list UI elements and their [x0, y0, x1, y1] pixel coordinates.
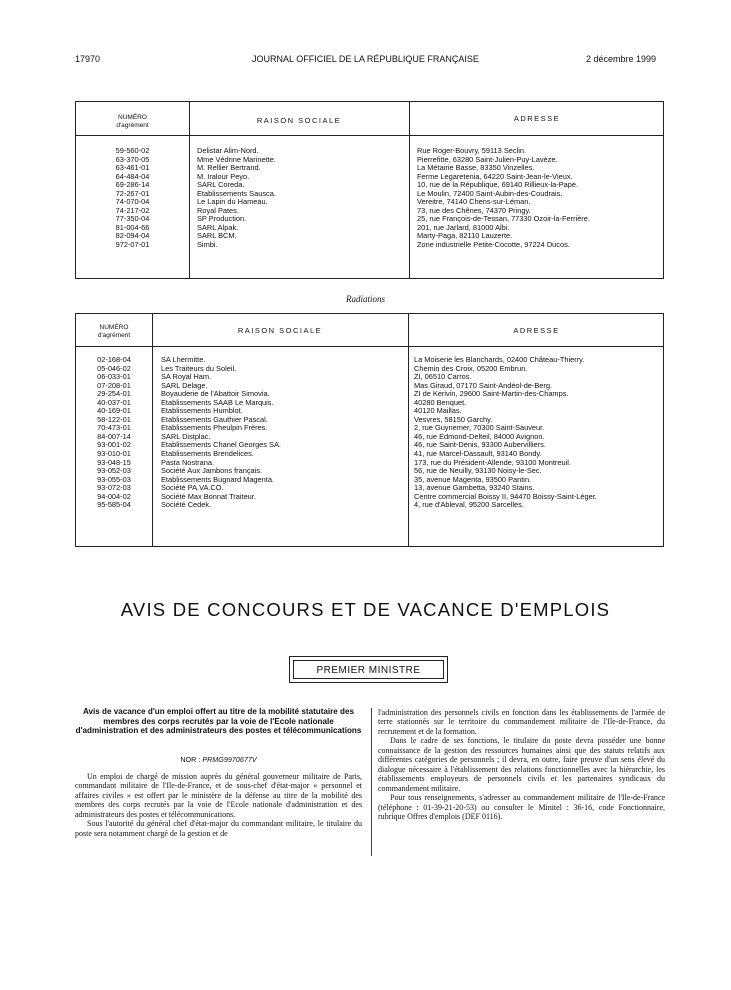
table-cell: SP Production.	[197, 214, 247, 224]
table-cell: 63-461-01	[115, 163, 150, 173]
header-adresse: ADRESSE	[513, 326, 560, 335]
table-cell: Etablissements SAAB Le Marquis.	[161, 397, 274, 407]
paragraph: Sous l'autorité du général chef d'état-major du commandant militaire, le titulaire du poste sera notamment chargé de la gestion et de	[75, 819, 362, 838]
table-cell: 95-585-04	[97, 500, 131, 510]
agrements-table	[75, 101, 664, 279]
table-cell: SARL Distplac.	[161, 431, 211, 441]
table-cell: 10, rue de la République, 69140 Rillieux-la-Pape.	[417, 180, 579, 190]
table-cell: SARL BCM.	[197, 231, 237, 241]
table-cell: Le Moulin, 72400 Saint-Aubin-des-Coudrais.	[417, 188, 563, 198]
table-cell: Société Max Bonnat Traiteur.	[161, 491, 256, 501]
header-num: NUMÉRO d'agrément	[116, 114, 149, 129]
table-cell: 41, rue Marcel-Dassault, 93140 Bondy.	[414, 449, 542, 459]
column-names	[197, 147, 276, 250]
table-cell: SARL Alpak.	[197, 222, 239, 232]
paragraph: Un emploi de chargé de mission auprès du général gouverneur militaire de Paris, commandant militaire de l'Ile-de-France, et de sous-chef d'état-major « personnel et affaires civiles » est offert par le ministère de la défense au titre de la mobilité des membres des corps recrutés par la voie de l'Ecole nationale d'administration et des administrateurs des postes et télécommunications.	[75, 772, 362, 819]
paragraph: Dans le cadre de ses fonctions, le titulaire du poste devra posséder une bonne connaissance de la gestion des ressources humaines ainsi que des statuts relatifs aux différentes catégories de personnels ; il devra, en outre, faire preuve d'un sens élevé du dialogue nécessaire à l'établissement des relations fonctionnelles avec la hiérarchie, les établissements employeurs de personnels civils et les partenaires syndicaux du commandement militaire.	[378, 736, 665, 793]
table-cell: 59-560-02	[115, 146, 150, 155]
table-cell: 63-370-05	[115, 154, 150, 164]
table-cell: 13, avenue Gambetta, 93240 Stains.	[414, 483, 535, 493]
table-cell: M. Iralour Peyo.	[197, 171, 250, 181]
column-names	[161, 356, 281, 510]
table-cell: 40-037-01	[97, 397, 131, 407]
table-cell: 46, rue Edmond-Delteil, 84000 Avignon.	[414, 431, 545, 441]
column-numbers	[76, 356, 152, 510]
table-cell: Vereitre, 74140 Chens-sur-Léman.	[417, 197, 531, 207]
column-divider	[371, 708, 372, 856]
table-cell: SA Lhermitte.	[161, 355, 206, 364]
journal-title: JOURNAL OFFICIEL DE LA RÉPUBLIQUE FRANÇAISE	[252, 54, 479, 64]
table-cell: 173, rue du Président-Allende, 93100 Montreuil.	[414, 457, 571, 467]
table-cell: 58-122-01	[97, 414, 131, 424]
column-addresses	[417, 147, 590, 250]
table-cell: Pierrefitte, 63280 Saint-Julien-Puy-Lavèze.	[417, 154, 558, 164]
header-raison: RAISON SOCIALE	[256, 116, 342, 125]
table-cell: Simbi.	[197, 240, 218, 250]
table-cell: ZI, 06510 Carros.	[414, 372, 472, 382]
table-cell: Société Aux Jambons français.	[161, 466, 263, 476]
table-cell: 93-055-03	[97, 474, 131, 484]
table-cell: 93-072-03	[97, 483, 131, 493]
table-cell: 201, rue Jarlard, 81000 Albi.	[417, 222, 510, 232]
table-cell: 93-010-01	[97, 449, 131, 459]
table-cell: Le Lapin du Hameau.	[197, 197, 268, 207]
column-addresses	[414, 356, 597, 510]
table-cell: SARL Coreda.	[197, 180, 245, 190]
table-cell: 25, rue François-de-Tessan, 77330 Ozoir-la-Ferrière.	[417, 214, 590, 224]
article-title: Avis de vacance d'un emploi offert au titre de la mobilité statutaire des membres des corps recrutés par la voie de l'Ecole nationale d'administration et des administrateurs des postes et télécommunications	[75, 707, 362, 736]
table-cell: SA Royal Ham.	[161, 372, 212, 382]
table-cell: Delistar Alim-Nord.	[197, 146, 259, 155]
table-cell: 70-473-01	[97, 423, 131, 433]
ministry-box	[289, 656, 448, 683]
table-cell: Ferme Legaretenia, 64220 Saint-Jean-le-Vieux.	[417, 171, 573, 181]
table-cell: Zone industrielle Petite-Cocotte, 97224 Ducos.	[417, 240, 570, 250]
article-right-column	[378, 708, 665, 821]
table-cell: 2, rue Guynemer, 70300 Saint-Sauveur.	[414, 423, 545, 433]
table-cell: 56, rue de Neuilly, 93130 Noisy-le-Sec.	[414, 466, 542, 476]
table-cell: 4, rue d'Ableval, 95200 Sarcelles.	[414, 500, 524, 510]
radiations-table	[75, 313, 664, 547]
table-cell: Société Cedek.	[161, 500, 212, 510]
table-cell: Centre commercial Boissy II, 94470 Boissy-Saint-Léger.	[414, 491, 597, 501]
table-cell: Pasta Nostrana.	[161, 457, 214, 467]
table-cell: Mme Védrine Marinette.	[197, 154, 276, 164]
radiations-heading: Radiations	[345, 294, 385, 304]
table-cell: Etablissements Humblot.	[161, 406, 243, 416]
table-cell: 69-286-14	[115, 180, 150, 190]
table-cell: Etablissements Chanel Georges SA.	[161, 440, 281, 450]
table-cell: 05-046-02	[97, 363, 131, 373]
article-left-column	[75, 772, 362, 838]
table-cell: Etablissements Sausca.	[197, 188, 276, 198]
table-cell: 35, avenue Magenta, 93500 Pantin.	[414, 474, 532, 484]
table-cell: 06-033-01	[97, 372, 131, 382]
table-cell: 84-007-14	[97, 431, 131, 441]
table-cell: Etablissements Bugnard Magenta.	[161, 474, 274, 484]
paragraph: l'administration des personnels civils en fonction dans les établissements de l'armée de terre stationnés sur le territoire du commandement militaire de l'Ile-de-France, du recrutement et de la formation.	[378, 708, 665, 736]
table-cell: 40280 Benquet.	[414, 397, 467, 407]
table-cell: Rue Roger-Bouvry, 59113 Seclin.	[417, 146, 526, 155]
table-cell: 74-070-04	[115, 197, 150, 207]
table-cell: 73, rue des Chênes, 74370 Pringy.	[417, 205, 531, 215]
table-cell: 64-484-04	[115, 171, 150, 181]
table-cell: Marty-Paga, 82110 Lauzerte.	[417, 231, 513, 241]
table-cell: 72-267-01	[115, 188, 150, 198]
table-cell: Royal Pates.	[197, 205, 239, 215]
table-cell: 46, rue Saint-Denis, 93300 Aubervilliers.	[414, 440, 546, 450]
paragraph: Pour tous renseignements, s'adresser au commandement militaire de l'Ile-de-France (téléphone : 01-39-21-20-53) ou consulter le Minitel : 36-16, code Fonctionnaire, rubrique Offres d'emplois (DEF 0116).	[378, 793, 665, 821]
table-cell: Etablissements Pheulpin Frères.	[161, 423, 268, 433]
table-cell: ZI de Kerivin, 29600 Saint-Martin-des-Champs.	[414, 389, 569, 399]
table-cell: Etablissements Gauthier Pascal.	[161, 414, 268, 424]
header-raison: RAISON SOCIALE	[237, 326, 323, 335]
table-cell: Vesvres, 58150 Garchy.	[414, 414, 493, 424]
table-cell: Les Traiteurs du Soleil.	[161, 363, 237, 373]
table-cell: 74-217-02	[115, 205, 150, 215]
table-cell: 93-001-02	[97, 440, 131, 450]
table-cell: M. Rellier Bertrand.	[197, 163, 261, 173]
table-cell: 02-168-04	[97, 355, 131, 364]
column-numbers	[76, 147, 189, 250]
table-cell: Société PA.VA.CO.	[161, 483, 224, 493]
table-cell: 82-094-04	[115, 231, 150, 241]
table-cell: Chemin des Croix, 05200 Embrun.	[414, 363, 528, 373]
section-title: AVIS DE CONCOURS ET DE VACANCE D'EMPLOIS	[120, 599, 611, 620]
header-adresse: ADRESSE	[513, 114, 561, 123]
table-cell: 93-052-03	[97, 466, 131, 476]
table-cell: Mas Giraud, 07170 Saint-Andéol-de-Berg.	[414, 380, 553, 390]
header-num: NUMÉRO d'agrément	[97, 324, 131, 339]
page-number: 17970	[75, 54, 101, 64]
table-cell: La Moiserie les Blanchards, 02400 Château-Thierry.	[414, 355, 585, 364]
nor-reference: NOR : PRMG9970677V	[180, 755, 257, 764]
table-cell: 07-208-01	[97, 380, 131, 390]
table-cell: 40120 Maillas.	[414, 406, 462, 416]
ministry-label: PREMIER MINISTRE	[293, 660, 444, 679]
table-cell: 77-350-04	[115, 214, 150, 224]
table-cell: 94-004-02	[97, 491, 131, 501]
table-cell: Etablissements Brendelices.	[161, 449, 254, 459]
issue-date: 2 décembre 1999	[585, 54, 656, 64]
table-cell: Boyauderie de l'Abattoir Simovia.	[161, 389, 270, 399]
table-cell: 93-048-15	[97, 457, 131, 467]
table-cell: 29-254-01	[97, 389, 131, 399]
table-cell: 81-004-66	[115, 222, 150, 232]
table-cell: 40-169-01	[97, 406, 131, 416]
table-cell: 972-07-01	[115, 240, 150, 250]
table-cell: La Métairie Basse, 83350 Vinzelles.	[417, 163, 535, 173]
table-cell: SARL Delage.	[161, 380, 208, 390]
